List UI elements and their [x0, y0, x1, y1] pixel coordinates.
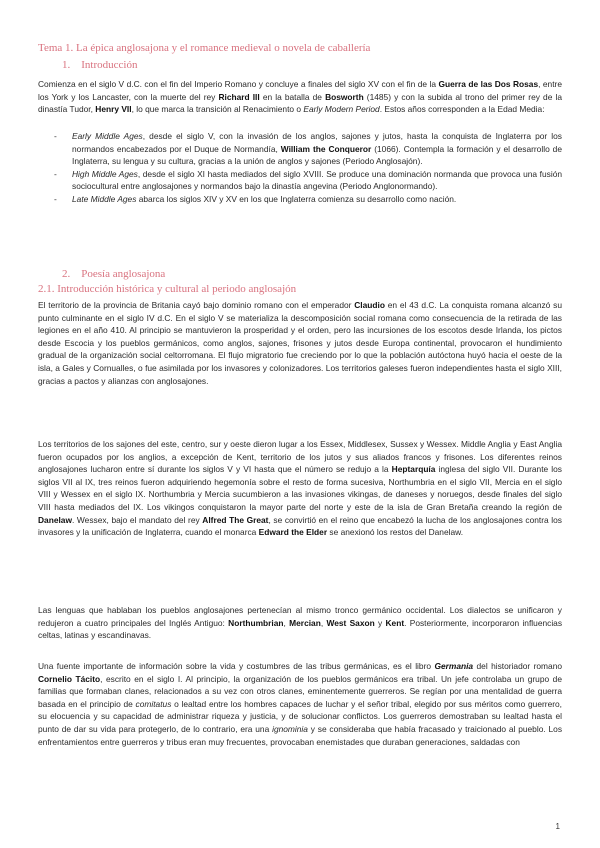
bold-term: Kent: [385, 617, 405, 628]
intro-paragraph: Comienza en el siglo V d.C. con el fin del Imperio Romano y concluye a finales del siglo XV con el fin de la Guerra de las Dos Rosas, entre los York y los Lancaster, con la muerte del rey Richard III en la batalla de Bosworth (1485) y con la subida al trono del primer rey de la dinastía Tudor, Henry VII, lo que marca la transición al Renacimiento o Early Modern Period. Estos años corresponden a la Edad Media:: [38, 79, 562, 115]
section-number: 2.: [62, 268, 71, 280]
bold-term: Mercian: [289, 617, 321, 628]
bold-term: Guerra de las Dos Rosas: [438, 79, 539, 89]
paragraph-germania: Una fuente importante de información sobre la vida y costumbres de las tribus germánicas, es el libro Germania del historiador romano Cornelio Tácito, escrito en el siglo I. Al principio, la organización de los pueblos germánicos era tribal. Un jefe controlaba un grupo de familias que formaban clanes, relacionados a su vez con otros clanes, eminentemente guerreros. Se regían por una mentalidad de guerra basada en el principio de comitatus o lealtad entre los hombres capaces de luchar y el señor tribal, elegido por sus méritos como guerrero, su elocuencia y su capacidad de administrar riqueza y justicia, y de solucionar conflictos. Los guerreros demostraban su lealtad hasta el punto de dar su vida para protegerlo, de lo contrario, era una ignominia y se consideraba que había fracasado y traicionado al pueblo. Los enfrentamientos entre guerreros y tribus eran muy frecuentes, provocaban enemistades que duraban generaciones, saldadas con: [38, 661, 563, 747]
bold-term: Heptarquía: [391, 464, 436, 475]
italic-term: comitatus: [135, 698, 172, 709]
bold-term: Edward the Elder: [258, 527, 328, 538]
section-heading-poesia: [62, 268, 165, 280]
bold-term: Cornelio Tácito: [38, 673, 101, 684]
paragraph-britania: El territorio de la provincia de Britania cayó bajo dominio romano con el emperador Claudio en el 43 d.C. La conquista romana alcanzó su punto culminante en el siglo IV d.C. En el siglo V se materializa la descomposición social romana como consecuencia de la retirada de las legiones en el año 410. Al principio se mantuvieron la prosperidad y el orden, pero las incursiones de los escotos desde Irlanda, los pictos desde Escocia y los pueblos germánicos, como anglos, sajones, frisones y jutos desde Europa continental, provocaron el hundimiento gradual de la organización social celtorromana. El flujo migratorio fue creciendo por lo que la población autóctona huyó hacia el oeste de la isla, a Gales y Cornualles, o fue asimilada por los invasores y colonizadores. Los territorios galeses fueron independientes hasta el siglo XIII, gracias a pactos y alianzas con anglosajones.: [38, 300, 562, 386]
section-number: 1.: [62, 59, 71, 71]
list-item: - High Middle Ages, desde el siglo XI hasta mediados del siglo XVIII. Se produce una dominación normanda que provoca una fusión sociocultural entre anglosajones y normandos bajo la dinastía angevina (Periodo Anglonormando).: [54, 168, 563, 192]
italic-term: Early Modern Period: [303, 104, 380, 115]
bold-term: Bosworth: [325, 91, 364, 102]
periods-list: [38, 130, 562, 206]
paragraph-lenguas: Las lenguas que hablaban los pueblos anglosajones pertenecían al mismo tronco germánico occidental. Los dialectos se unificaron y redujeron a cuatro principales del Inglés Antiguo: Northumbrian, Mercian, West Saxon y Kent. Posteriormente, incorporaron influencias celtas, latinas y escandinavas.: [38, 605, 563, 641]
list-item: - Late Middle Ages abarca los siglos XIV y XV en los que Inglaterra comienza su desarrollo como nación.: [54, 193, 457, 204]
list-dash: -: [54, 168, 57, 179]
bold-term: Northumbrian: [228, 617, 284, 628]
page-number: 1: [555, 822, 560, 831]
paragraph-reinos: Los territorios de los sajones del este, centro, sur y oeste dieron lugar a los Essex, Middlesex, Sussex y Wessex. Middle Anglia y East Anglia fueron ocupados por los anglios, a excepción de Kent, territorio de los jutos y sus aliados francos y frisones. Los diferentes reinos anglosajones lucharon entre sí durante los siglos V y VI hasta que el número se redujo a la Heptarquía inglesa del siglo VII. Durante los siglos VII al IX, tres reinos fueron adquiriendo hegemonía sobre el resto de forma sucesiva, Northumbria en el siglo VII, Mercia en el siglo VIII y Wessex en el siglo IX. Northumbria y Mercia sucumbieron a las invasiones vikingas, de daneses y noruegos, desde finales del siglo VIII hasta mediados del IX. Los vikingos conquistaron la mayor parte del norte y este de la isla de Gran Bretaña creando la región de Danelaw. Wessex, bajo el mandato del rey Alfred The Great, se convirtió en el reino que encabezó la lucha de los anglosajones contra los invasores y la unificación de Inglaterra, cuando el monarca Edward the Elder se anexionó los restos del Danelaw.: [38, 439, 562, 538]
list-item: - Early Middle Ages, desde el siglo V, con la invasión de los anglos, sajones y jutos, hasta la conquista de Inglaterra por los normandos encabezados por el Duque de Normandía, William the Conqueror (1066). Contempla la formación y el desarrollo de Inglaterra, su lengua y su cultura, gracias a la unión de anglos y sajones (Periodo Anglosajón).: [54, 131, 562, 167]
section-label: Poesía anglosajona: [81, 268, 166, 280]
bold-term: Henry VII: [95, 104, 132, 115]
bold-term: Claudio: [354, 300, 385, 310]
section-heading-introduccion: [62, 59, 137, 71]
list-dash: -: [54, 131, 57, 141]
bold-term: West Saxon: [326, 617, 375, 628]
list-dash: -: [54, 193, 57, 204]
bold-term: Danelaw: [38, 514, 72, 525]
bold-term: Richard III: [218, 91, 260, 102]
bold-term: Alfred The Great: [202, 514, 269, 525]
italic-term: ignominia: [272, 723, 308, 734]
section-label: Introducción: [81, 59, 138, 71]
document-title: Tema 1. La épica anglosajona y el romance medieval o novela de caballería: [38, 42, 371, 54]
subsection-heading: 2.1. Introducción histórica y cultural al periodo anglosajón: [38, 283, 297, 295]
bold-term: Germania: [434, 661, 474, 671]
